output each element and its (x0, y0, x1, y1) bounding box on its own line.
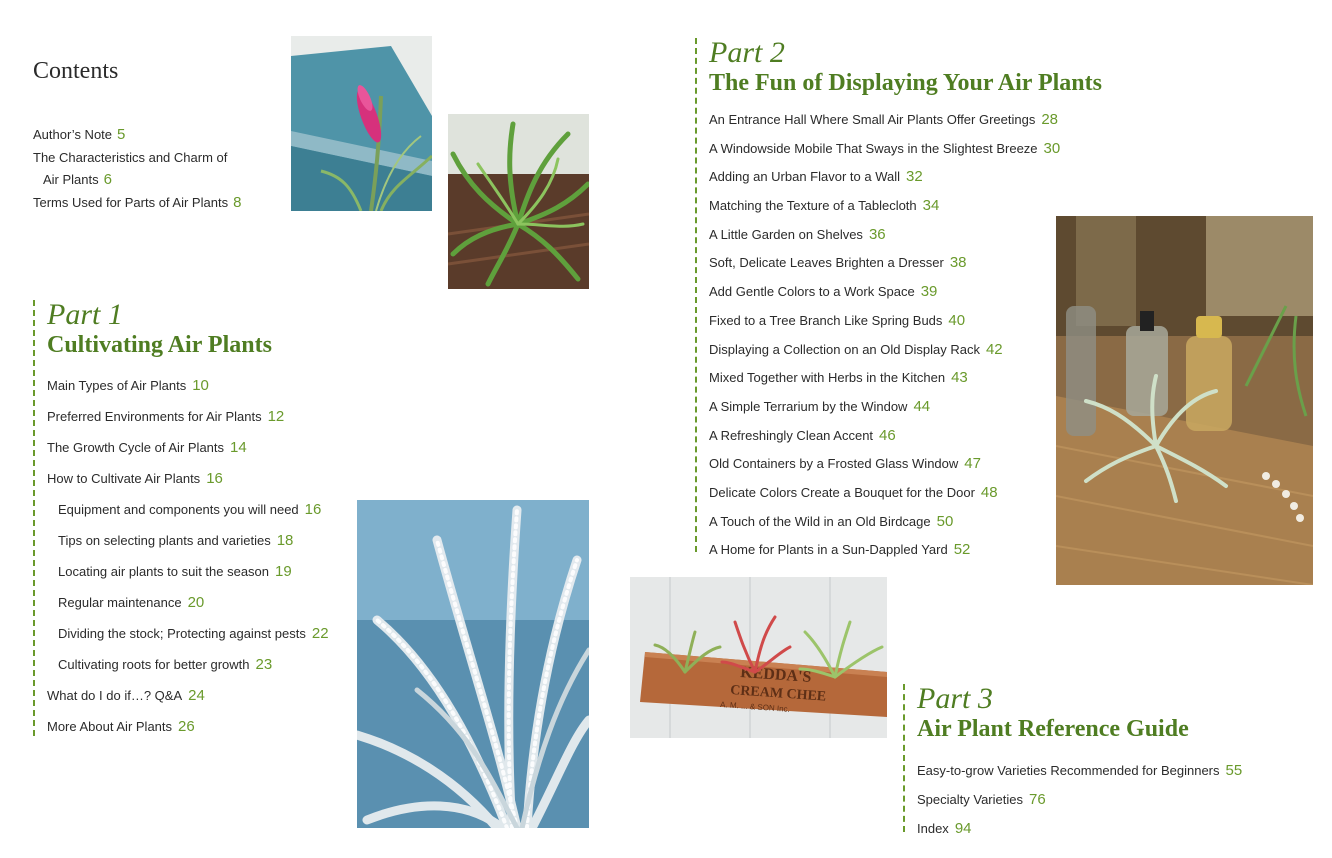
toc-entry[interactable] (33, 192, 241, 215)
toc-entry[interactable] (709, 163, 1102, 192)
part1-section (33, 300, 329, 736)
toc-entry[interactable] (709, 422, 1102, 451)
toc-entry-label: A Simple Terrarium by the Window (709, 398, 908, 414)
toc-entry-label: Easy-to-grow Varieties Recommended for Beginners (917, 763, 1220, 778)
part1-label: Part 1 (47, 298, 123, 331)
toc-entry[interactable] (47, 711, 329, 742)
toc-page-number: 22 (311, 625, 329, 642)
photo-silver-air-plant (357, 500, 589, 828)
toc-subentry[interactable] (47, 494, 329, 525)
toc-entry[interactable] (709, 450, 1102, 479)
toc-entry[interactable] (709, 307, 1102, 336)
toc-page-number: 30 (1043, 139, 1061, 157)
crate-label-line1: KEDDA'S (739, 664, 812, 686)
toc-page-number: 50 (936, 512, 954, 530)
toc-entry-label: Equipment and components you will need (58, 502, 299, 517)
toc-entry-label: How to Cultivate Air Plants (47, 471, 201, 486)
toc-subentry[interactable] (47, 525, 329, 556)
toc-page-number: 23 (255, 656, 273, 673)
toc-entry-label: Terms Used for Parts of Air Plants (33, 194, 229, 210)
part2-title: The Fun of Displaying Your Air Plants (709, 70, 1102, 96)
photo-green-air-plant (448, 114, 589, 289)
toc-entry[interactable] (709, 336, 1102, 365)
toc-entry-label: Locating air plants to suit the season (58, 564, 270, 579)
toc-entry-label: Author’s Note (33, 127, 113, 142)
toc-subentry[interactable] (47, 587, 329, 618)
toc-entry-continued[interactable] (33, 169, 241, 192)
toc-entry-label: Old Containers by a Frosted Glass Window (709, 456, 959, 472)
toc-page-number: 5 (117, 126, 126, 143)
toc-entry-label: Dividing the stock; Protecting against pests (58, 626, 306, 641)
toc-entry-label: What do I do if…? Q&A (47, 688, 183, 703)
toc-subentry[interactable] (47, 556, 329, 587)
toc-page-number: 47 (964, 455, 981, 473)
toc-page-number: 26 (178, 718, 195, 735)
toc-page-number: 16 (206, 470, 223, 487)
toc-entry-label: A Home for Plants in a Sun-Dappled Yard (709, 542, 948, 558)
photo-crate-air-plants (630, 577, 887, 738)
part3-label: Part 3 (917, 682, 993, 715)
toc-entry[interactable] (47, 680, 329, 711)
toc-subentry[interactable] (47, 618, 329, 649)
toc-page-number: 32 (906, 168, 923, 186)
toc-page-number: 10 (192, 377, 209, 394)
toc-entry[interactable] (709, 221, 1102, 250)
part3-section (903, 682, 1243, 837)
part2-section (695, 36, 1102, 559)
toc-entry[interactable] (709, 479, 1102, 508)
toc-entry-label: Matching the Texture of a Tablecloth (709, 198, 917, 214)
toc-page-number: 36 (868, 225, 886, 243)
part1-title: Cultivating Air Plants (47, 332, 272, 358)
toc-entry-label: Main Types of Air Plants (47, 378, 187, 393)
toc-entry[interactable] (47, 432, 329, 463)
toc-entry-label: More About Air Plants (47, 719, 173, 734)
toc-entry-label: Index (917, 821, 949, 836)
toc-page-number: 94 (954, 820, 972, 837)
toc-entry[interactable] (709, 364, 1102, 393)
toc-page-number: 48 (980, 483, 998, 501)
toc-entry-label: Regular maintenance (58, 595, 182, 610)
toc-entry[interactable] (709, 106, 1102, 135)
toc-entry-label: Specialty Varieties (917, 792, 1023, 807)
toc-page-number: 39 (920, 283, 938, 301)
toc-entry-label: The Growth Cycle of Air Plants (47, 440, 225, 455)
toc-page-number: 19 (275, 563, 292, 580)
toc-page-number: 44 (913, 397, 931, 415)
toc-entry-label: The Characteristics and Charm of (33, 149, 228, 165)
toc-page-number: 52 (953, 541, 971, 559)
toc-page-number: 38 (949, 254, 967, 272)
toc-subentry[interactable] (47, 649, 329, 680)
toc-entry-label: A Windowside Mobile That Sways in the Slightest Breeze (709, 140, 1038, 156)
toc-entry-label: Air Plants (43, 172, 99, 187)
toc-page-number: 16 (304, 501, 322, 518)
crate-label-line2: CREAM CHEE (729, 683, 827, 705)
toc-entry-label: A Refreshingly Clean Accent (709, 427, 874, 443)
toc-entry[interactable] (33, 124, 241, 147)
toc-entry-label: Soft, Delicate Leaves Brighten a Dresser (709, 255, 944, 271)
toc-entry[interactable] (917, 785, 1242, 814)
toc-entry-label: Add Gentle Colors to a Work Space (709, 284, 915, 300)
toc-page-number: 46 (879, 426, 896, 444)
photo-dresser-bottles (1056, 216, 1313, 585)
part3-title: Air Plant Reference Guide (917, 716, 1189, 742)
crate-label-line3: A. M. ... & SON Inc. (719, 700, 791, 714)
toc-page-number: 18 (276, 532, 294, 549)
toc-entry-label: Fixed to a Tree Branch Like Spring Buds (709, 312, 943, 328)
toc-entry[interactable] (917, 756, 1242, 785)
toc-entry-label: An Entrance Hall Where Small Air Plants Offer Greetings (709, 112, 1036, 127)
toc-page-number: 8 (233, 193, 242, 211)
toc-entry[interactable] (709, 192, 1102, 221)
toc-entry[interactable] (709, 508, 1102, 537)
toc-page-number: 12 (267, 408, 285, 425)
toc-page-number: 43 (951, 369, 968, 387)
toc-entry[interactable] (709, 536, 1102, 565)
toc-entry-label: A Touch of the Wild in an Old Birdcage (709, 513, 931, 529)
toc-entry[interactable] (709, 278, 1102, 307)
toc-entry-label: Displaying a Collection on an Old Display Rack (709, 341, 980, 357)
toc-page-number: 55 (1225, 762, 1243, 779)
toc-entry-label: Tips on selecting plants and varieties (58, 533, 271, 548)
toc-page-number: 14 (230, 439, 247, 456)
toc-page-number: 34 (922, 197, 940, 215)
toc-entry-label: Preferred Environments for Air Plants (47, 409, 262, 424)
toc-page-number: 28 (1041, 111, 1059, 128)
toc-page-number: 20 (187, 594, 205, 611)
toc-entry[interactable] (47, 401, 329, 432)
toc-entry-label: Adding an Urban Flavor to a Wall (709, 169, 901, 185)
toc-entry[interactable] (709, 393, 1102, 422)
toc-entry[interactable] (709, 249, 1102, 278)
toc-entry-label: Cultivating roots for better growth (58, 657, 250, 672)
photo-book-bloom (291, 36, 432, 211)
toc-page-number: 42 (985, 340, 1003, 358)
part2-label: Part 2 (709, 36, 785, 69)
toc-page-number: 24 (188, 687, 205, 704)
toc-entry-label: Delicate Colors Create a Bouquet for the Door (709, 484, 975, 500)
toc-entry-label: Mixed Together with Herbs in the Kitchen (709, 370, 946, 386)
contents-title: Contents (33, 58, 119, 84)
toc-entry-label: A Little Garden on Shelves (709, 226, 863, 242)
toc-page-number: 76 (1028, 791, 1046, 808)
part1-toc-list (47, 370, 329, 742)
toc-entry[interactable] (33, 147, 241, 170)
toc-entry[interactable] (47, 463, 329, 494)
part2-toc-list (709, 106, 1102, 565)
intro-list (33, 124, 241, 214)
toc-entry[interactable] (709, 135, 1102, 164)
toc-entry[interactable] (917, 814, 1242, 843)
toc-page-number: 40 (948, 311, 966, 329)
part3-toc-list (917, 756, 1242, 843)
toc-entry[interactable] (47, 370, 329, 401)
toc-page-number: 6 (103, 171, 112, 188)
